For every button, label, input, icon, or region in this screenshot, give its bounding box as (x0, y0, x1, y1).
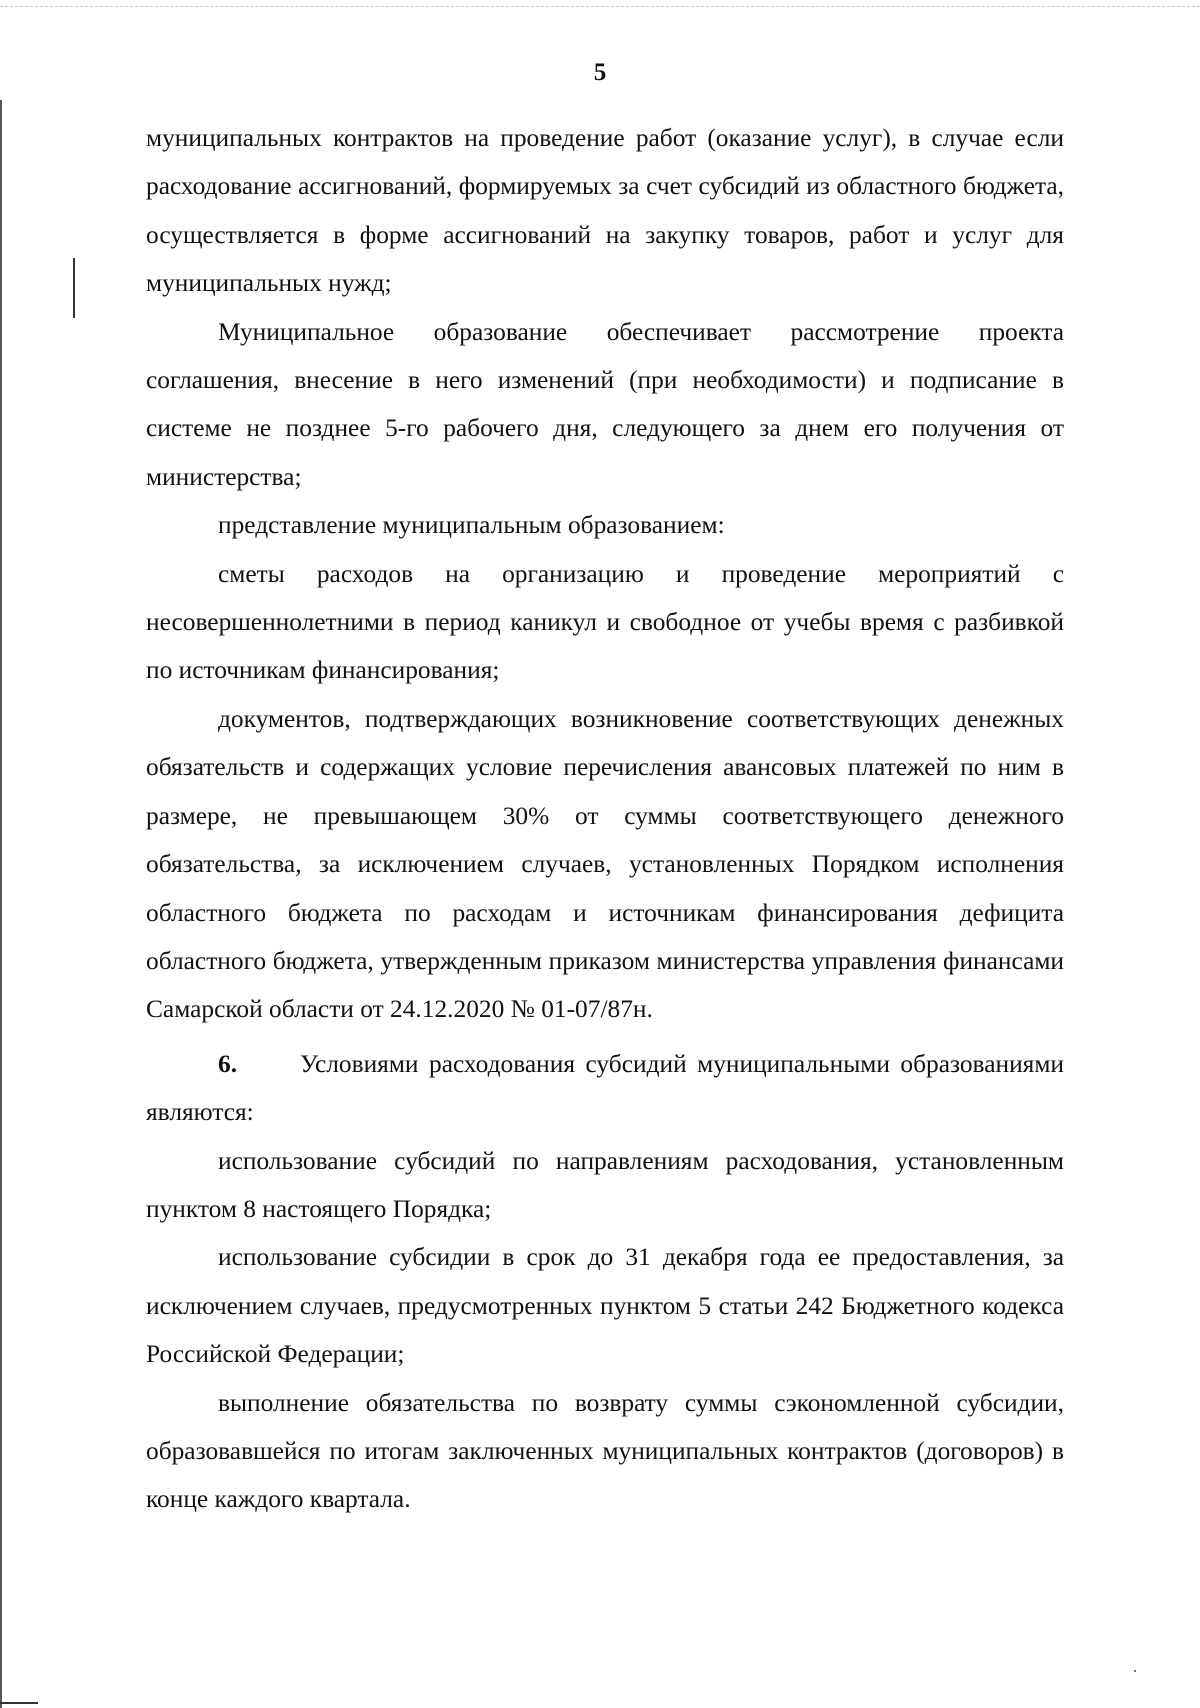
condition-item: использование субсидий по направлениям расходования, установленным пунктом 8 настоящего Порядка; (146, 1146, 1064, 1223)
paragraph-continuation: муниципальных контрактов на проведение работ (оказание услуг), в случае если расходование ассигнований, формируемых за счет субсидий из областного бюджета, осуществляется в форме ассигнований на закупку товаров, работ и услуг для муниципальных нужд; (146, 124, 1064, 298)
page-number: 5 (593, 59, 607, 86)
condition-item: использование субсидии в срок до 31 декабря года ее предоставления, за исключением случаев, предусмотренных пунктом 5 статьи 242 Бюджетного кодекса Российской Федерации; (146, 1243, 1064, 1369)
scan-edge-top (0, 6, 1200, 7)
scan-edge-left (0, 100, 2, 1708)
scan-edge-bottom (0, 1702, 38, 1704)
paragraph-cost-estimate: сметы расходов на организацию и проведение мероприятий с несовершеннолетними в период каникул и свободное от учебы время с разбивкой по источникам финансирования; (146, 559, 1064, 685)
condition-item: выполнение обязательства по возврату суммы сэкономленной субсидии, образовавшейся по итогам заключенных муниципальных контрактов (договоров) в конце каждого квартала. (146, 1388, 1064, 1514)
clause-6-text: Условиями расходования субсидий муниципальными образованиями являются: (146, 1049, 1064, 1127)
scan-speck (1134, 1670, 1136, 1672)
margin-change-bar (73, 258, 75, 318)
document-body (146, 114, 1064, 1524)
paragraph-agreement-review: Муниципальное образование обеспечивает рассмотрение проекта соглашения, внесение в него изменений (при необходимости) и подписание в системе не позднее 5-го рабочего дня, следующего за днем его получения от министерства; (146, 317, 1064, 491)
clause-6-number: 6. (218, 1049, 238, 1078)
paragraph-obligation-documents: документов, подтверждающих возникновение соответствующих денежных обязательств и содержащих условие перечисления авансовых платежей по ним в размере, не превышающем 30% от суммы соответствующего денежного обязательства, за исключением случаев, установленных Порядком исполнения областного бюджета по расходам и источникам финансирования дефицита областного бюджета, утвержденным приказом министерства управления финансами Самарской области от 24.12.2020 № 01-07/87н. (146, 704, 1064, 1024)
paragraph-submission-intro: представление муниципальным образованием: (218, 511, 725, 540)
clause-6 (146, 1040, 1064, 1137)
